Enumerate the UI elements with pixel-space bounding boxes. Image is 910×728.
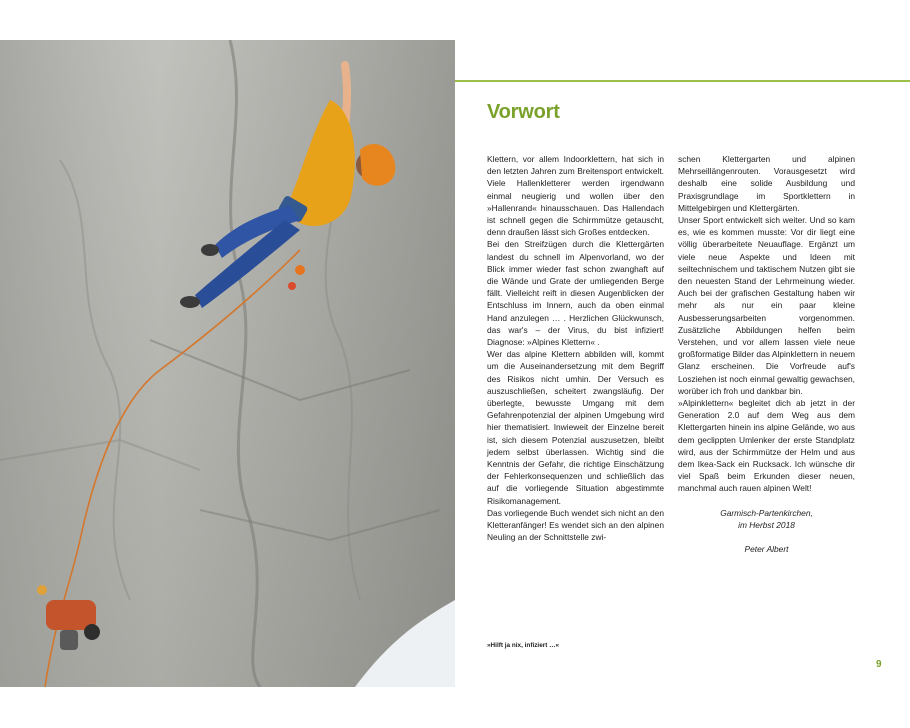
signature-author: Peter Albert [744,544,789,555]
signature-block [678,507,855,556]
page-number: 9 [876,659,882,670]
paragraph: Das vorliegende Buch wendet sich nicht an den Kletteranfänger! Es wendet sich an den alpinen Neuling an der Schnittstelle zwi- [487,507,664,543]
paragraph: Klettern, vor allem Indoorklettern, hat sich in den letzten Jahren zum Breitensport entwickelt. Viele Hallenkletterer werden irgendwann einmal neugierig und wollen über den »Hallenrand« hinausschauen. Das Hallendach ist schnell gegen die Schirmmütze getauscht, denn draußen lässt sich Großes entdecken. [487,154,664,238]
photo-caption: »Hilft ja nix, infiziert …« [487,642,560,649]
paragraph: Bei den Streifzügen durch die Klettergärten landest du schnell im Alpenvorland, wo der Blick immer wieder fast schon zwanghaft auf die Wände und Grate der umliegenden Berge fällt. Vielleicht reift in diesen Augenblicken der Entschluss im Innern, auch da oben einmal Hand anzulegen … . Herzlichen Glückwunsch, das war's – der Virus, du bist infiziert! Diagnose: »Alpines Klettern« . [487,239,664,348]
signature-date: im Herbst 2018 [738,519,795,530]
header-rule [455,80,910,82]
text-column-left [487,153,664,544]
paragraph: schen Klettergarten und alpinen Mehrseillängenrouten. Vorausgesetzt wird deshalb eine solide Ausbildung und Praxisgrundlage im Sportklettern in Mittelgebirgen und Klettergärten. [678,154,855,213]
text-column-right [678,153,855,555]
climbing-photo [0,40,455,687]
paragraph: Wer das alpine Klettern abbilden will, kommt um die Auseinandersetzung mit dem Begriff des Risikos nicht umhin. Der Versuch es auszuschließen, scheitert zwangsläufig. Der überlegte, bewusste Umgang mit dem Gefahrenpotenzial der alpinen Umgebung wird hier thematisiert. Inwieweit der Einzelne bereit ist, sich diesem Potenzial auszusetzen, bleibt jedem selbst überlassen. Wichtig sind die Kenntnis der Gefahr, die richtige Einschätzung der Fehlerkonsequenzen und schließlich das auf die vorliegende Situation abgestimmte Risikomanagement. [487,349,664,506]
page-title: Vorwort [487,101,560,123]
paragraph: »Alpinklettern« begleitet dich ab jetzt in der Generation 2.0 auf dem Weg aus dem Klettergarten hinein ins alpine Gelände, wo aus dem geclippten Umlenker der erste Standplatz wird, aus der Schirmmütze der Helm und aus dem Ikea-Sack ein Rucksack. Ich wünsche dir viel Spaß beim Erkunden dieser neuen, manchmal auch rauen alpinen Welt! [678,398,855,494]
signature-place: Garmisch-Partenkirchen, [720,507,813,518]
paragraph: Unser Sport entwickelt sich weiter. Und so kam es, wie es kommen musste: Vor dir liegt eine völlig überarbeitete Neuauflage. Ergänzt um viele neue Aspekte und Ideen mit seiltechnischem und taktischem Nutzen gibt sie den neuesten Stand der Lehrmeinung wieder. Auch bei der grafischen Gestaltung haben wir mehr als nur ein paar kleine Ausbesserungsarbeiten vorgenommen. Zusätzliche Abbildungen helfen beim Verstehen, und vor allem lassen viele neue großformatige Bilder das Alpinklettern in neuem Glanz erscheinen. Die Vorfreude auf's Losziehen ist noch einmal gewaltig gewachsen, worüber ich froh und dankbar bin. [678,215,855,396]
